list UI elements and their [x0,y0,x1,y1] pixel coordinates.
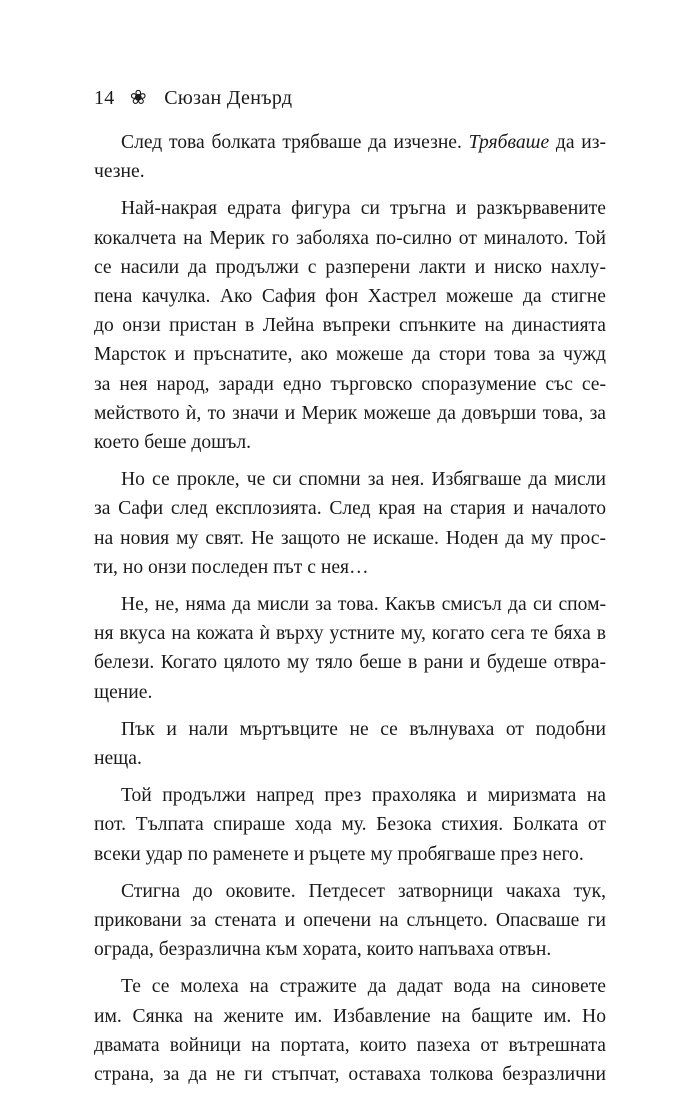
text-line: чезне. [94,161,145,183]
text-line: им. Сянка на жените им. Избавление на бащите им. Но [94,1005,606,1027]
text-line: мейството ѝ, то значи и Мерик можеше да довърши това, за [94,402,606,424]
text-line: кокалчета на Мерик го заболяха по-силно от миналото. Той [94,227,606,249]
text-line: ограда, безразлична към хората, които напъваха отвън. [94,939,552,961]
text-run: След това болката трябваше да изчезне. [121,132,469,153]
text-line: Той продължи напред през прахоляка и миризмата на [121,785,606,807]
text-line: неща. [94,748,142,770]
text-line: се насили да продължи с разперени лакти и ниско нахлу- [94,256,606,278]
paragraph [94,972,606,1089]
text-line: пот. Тълпата спираше хода му. Безока стихия. Болката от [94,814,606,836]
page-number: 14 [94,87,115,109]
paragraph [94,715,606,773]
text-line: на новия му свят. Не защото не искаше. Ноден да му прос- [94,527,606,549]
running-head [94,84,292,112]
text-line [94,128,606,157]
text-line: Най-накрая едрата фигура си тръгна и разкървавените [121,198,606,220]
text-line: страна, за да не ги стъпчат, оставаха толкова безразлични [94,1064,606,1086]
paragraph [94,781,606,869]
emphasized-word: Трябваше [468,132,550,153]
text-line: Но се прокле, че си спомни за нея. Избягваше да мисли [121,469,606,491]
paragraph [94,194,606,457]
paragraph [94,590,606,707]
text-line: щение. [94,681,153,703]
text-line: двамата войници на портата, които пазеха от вътрешната [94,1034,606,1056]
text-run: да из- [549,132,607,153]
text-line: Стигна до оковите. Петдесет затворници чакаха тук, [121,880,606,902]
ornament-icon: ❀ [129,87,147,109]
text-line: до онзи пристан в Лейна въпреки спънките на династията [94,315,606,337]
text-line: Пък и нали мъртъвците не се вълнуваха от подобни [121,718,606,740]
text-line: Не, не, няма да мисли за това. Какъв смисъл да си спом- [121,594,606,616]
text-line: белези. Когато цялото му тяло беше в рани и будеше отвра- [94,652,606,674]
text-line: ня вкуса на кожата ѝ върху устните му, когато сега те бяха в [94,623,606,645]
text-line: ти, но онзи последен път с нея… [94,556,369,578]
paragraph [94,128,606,186]
text-line: за нея народ, заради едно търговско споразумение със се- [94,373,606,395]
text-line: за Сафи след експлозията. След края на стария и началото [94,498,606,520]
text-line: пена качулка. Ако Сафия фон Хастрел можеше да стигне [94,286,606,308]
text-line: приковани за стената и опечени на слънцето. Опасваше ги [94,910,606,932]
body-text [94,128,606,1097]
paragraph [94,877,606,965]
text-line: всеки удар по раменете и ръцете му пробягваше през него. [94,843,584,865]
text-line: Марсток и пръснатите, ако можеше да стори това за чужд [94,344,606,366]
text-line: Те се молеха на стражите да дадат вода на синовете [121,976,606,998]
paragraph [94,465,606,582]
text-line: което беше дошъл. [94,432,252,454]
author-name: Сюзан Денърд [164,87,293,109]
